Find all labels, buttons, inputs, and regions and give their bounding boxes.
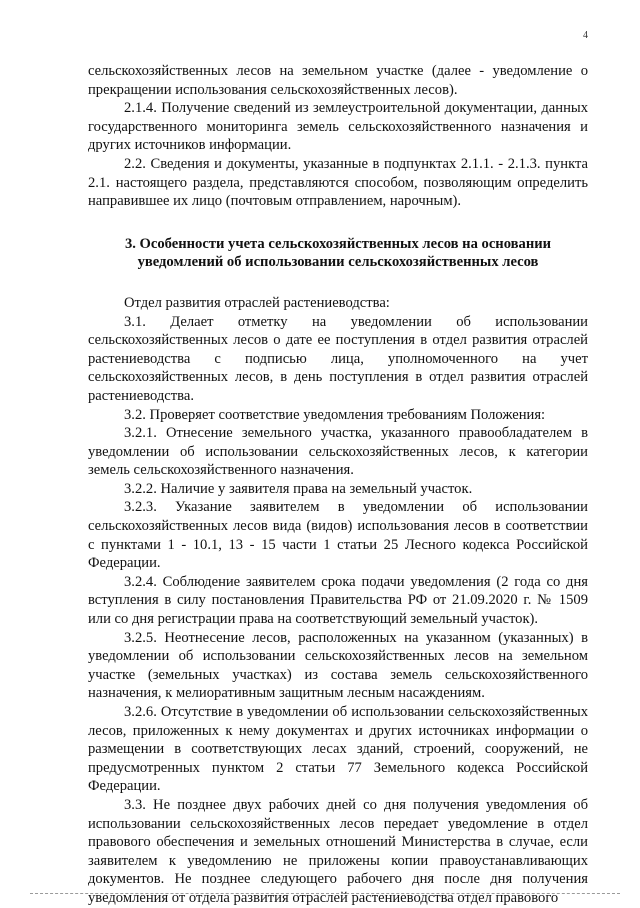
section-heading: 3. Особенности учета сельскохозяйственных лесов на основании уведомлений об использовании сельскохозяйственных лесов bbox=[124, 235, 552, 271]
paragraph-321: 3.2.1. Отнесение земельного участка, указанного правообладателем в уведомлении об использовании сельскохозяйственных лесов, к категории земель сельскохозяйственного назначения. bbox=[88, 425, 588, 479]
paragraphs-top bbox=[88, 62, 588, 211]
paragraphs-bottom bbox=[88, 294, 588, 908]
paragraph-dept: Отдел развития отраслей растениеводства: bbox=[124, 294, 390, 311]
paragraph-323: 3.2.3. Указание заявителем в уведомлении об использовании сельскохозяйственных лесов вида (видов) использования лесов в соответствии с пунктами 1 - 10.1, 13 - 15 части 1 статьи 25 Лесного кодекса Российской Федерации. bbox=[88, 499, 588, 572]
paragraph-22: 2.2. Сведения и документы, указанные в подпунктах 2.1.1. - 2.1.3. пункта 2.1. настоящего раздела, представляются способом, позволяющим определить направившее их лицо (почтовым отправлением, нарочным). bbox=[88, 155, 588, 210]
paragraph-32: 3.2. Проверяет соответствие уведомления требованиям Положения: bbox=[124, 406, 546, 423]
paragraph-326: 3.2.6. Отсутствие в уведомлении об использовании сельскохозяйственных лесов, приложенных к нему документах и других источниках информации о размещении в соответствующих лесах зданий, строений, сооружений, не предусмотренных пунктом 2 статьи 77 Земельного кодекса Российской Федерации. bbox=[88, 704, 588, 795]
page-bottom-rule bbox=[30, 893, 620, 894]
paragraph-33: 3.3. Не позднее двух рабочих дней со дня получения уведомления об использовании сельскохозяйственных лесов передает уведомление в отдел правового обеспечения и земельных отношений Министерства в случае, если заявителем к уведомлению не приложены копии правоустанавливающих документов. Не позднее следующего рабочего дня после дня получения уведомления от отдела развития отраслей растениеводства отдел правового bbox=[88, 796, 588, 906]
paragraph-31: 3.1. Делает отметку на уведомлении об использовании сельскохозяйственных лесов о дате ее поступления в отдел развития отраслей растениеводства с подписью лица, уполномоченного на учет сельскохозяйственных лесов, в день поступления в отдел развития отраслей растениеводства. bbox=[88, 313, 588, 404]
paragraph-214: 2.1.4. Получение сведений из землеустроительной документации, данных государственного мониторинга земель сельскохозяйственного назначения и других источников информации. bbox=[88, 100, 588, 154]
page-number: 4 bbox=[583, 30, 588, 41]
paragraph-325: 3.2.5. Неотнесение лесов, расположенных на указанном (указанных) в уведомлении об использовании сельскохозяйственных лесов на земельном участке (земельных участках) из состава земель сельскохозяйственного назначения, к мелиоративным защитным лесным насаждениям. bbox=[88, 629, 588, 702]
paragraph-324: 3.2.4. Соблюдение заявителем срока подачи уведомления (2 года со дня вступления в силу постановления Правительства РФ от 21.09.2020 г. № 1509 или со дня регистрации права на соответствующий земельный участок). bbox=[88, 573, 588, 628]
paragraph-322: 3.2.2. Наличие у заявителя права на земельный участок. bbox=[124, 480, 473, 497]
paragraph-cont: сельскохозяйственных лесов на земельном участке (далее - уведомление о прекращении использования сельскохозяйственных лесов). bbox=[88, 63, 588, 98]
document-body bbox=[88, 62, 588, 908]
